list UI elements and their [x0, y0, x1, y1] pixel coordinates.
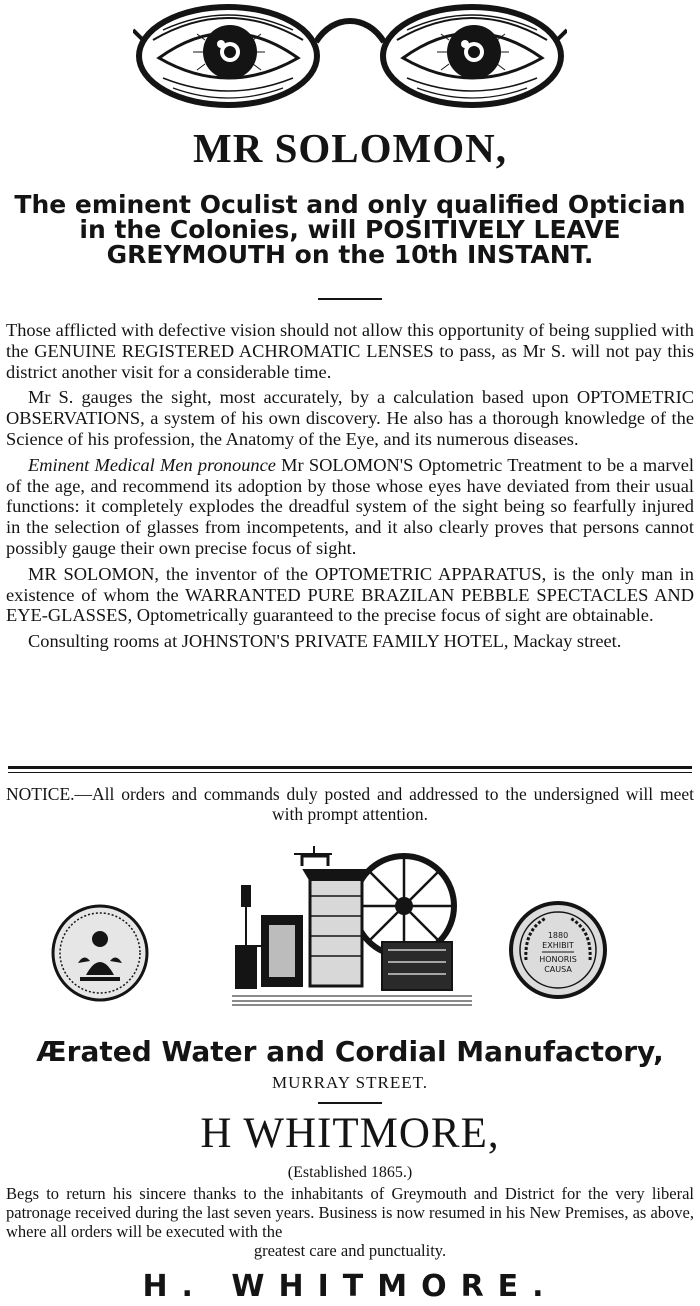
whitmore-closing — [0, 1184, 700, 1260]
established-line: (Established 1865.) — [287, 1164, 413, 1181]
whitmore-notice: NOTICE.—All orders and commands duly posted and addressed to the undersigned will meet with prompt attention. — [6, 784, 694, 824]
whitmore-name: H WHITMORE, — [200, 1110, 500, 1157]
manufactory-heading: Ærated Water and Cordial Manufactory, — [36, 1035, 664, 1068]
oculist-paragraph: Mr S. gauges the sight, most accurately, by a calculation based upon OPTOMETRIC OBSERVATIONS, a system of his own discovery. He also has a thorough knowledge of the Science of his profession, the Anatomy of the Eye, and its numerous diseases. — [6, 387, 694, 449]
factory-machinery-icon — [232, 846, 472, 1006]
medal-text: EXHIBIT — [542, 941, 574, 950]
medal-text: HONORIS — [539, 955, 577, 964]
oculist-headline — [0, 192, 700, 267]
medal-right-icon — [508, 900, 608, 1000]
oculist-paragraph: Those afflicted with defective vision should not allow this opportunity of being supplied with the GENUINE REGISTERED ACHROMATIC LENSES to pass, as Mr S. will not pay this district another visit for a considerable time. — [6, 320, 694, 382]
oculist-consulting-rooms: Consulting rooms at JOHNSTON'S PRIVATE FAMILY HOTEL, Mackay street. — [28, 631, 622, 652]
oculist-paragraph: MR SOLOMON, the inventor of the OPTOMETRIC APPARATUS, is the only man in existence of whom the WARRANTED PURE BRAZILAN PEBBLE SPECTACLES AND EYE-GLASSES, Optometrically guaranteed to the precise focus of sight are obtainable. — [6, 563, 694, 626]
section-divider — [318, 1102, 382, 1104]
italic-lead: Eminent Medical Men pronounce — [28, 454, 276, 475]
whitmore-signature: H. WHITMORE. — [142, 1269, 558, 1304]
advertisement-separator — [8, 766, 692, 769]
medal-left-icon — [50, 903, 150, 1003]
paragraph-rest: Mr SOLOMON'S Optometric Treatment to be a marvel of the age, and recommend its adoption by those whose eyes have deviated from their usual functions: it completely explodes the dreadful system of the sight being so fearfully injured in the selection of glasses from incompetents, and it also clearly proves that persons cannot possibly gauge their own precise focus of sight. — [6, 454, 694, 558]
headline-line: GREYMOUTH on the 10th INSTANT. — [106, 240, 594, 269]
spectacles-eyes-icon — [133, 0, 567, 112]
headline-line: in the Colonies, will POSITIVELY LEAVE — [79, 215, 621, 244]
oculist-body — [0, 320, 700, 652]
street-address: MURRAY STREET. — [271, 1073, 428, 1092]
oculist-title: MR SOLOMON, — [193, 125, 507, 171]
closing-paragraph: Begs to return his sincere thanks to the inhabitants of Greymouth and District for the very liberal patronage received during the last seven years. Business is now resumed in his New Premises, as above, where all orders will be executed with the — [6, 1184, 694, 1241]
medal-year: 1880 — [547, 931, 569, 940]
section-divider — [318, 298, 382, 300]
medal-text: CAUSA — [544, 965, 572, 974]
headline-line: The eminent Oculist and only qualified Optician — [14, 190, 686, 219]
advertisement-separator-thin — [8, 772, 692, 773]
oculist-paragraph — [6, 455, 694, 559]
closing-last-line: greatest care and punctuality. — [253, 1241, 447, 1260]
